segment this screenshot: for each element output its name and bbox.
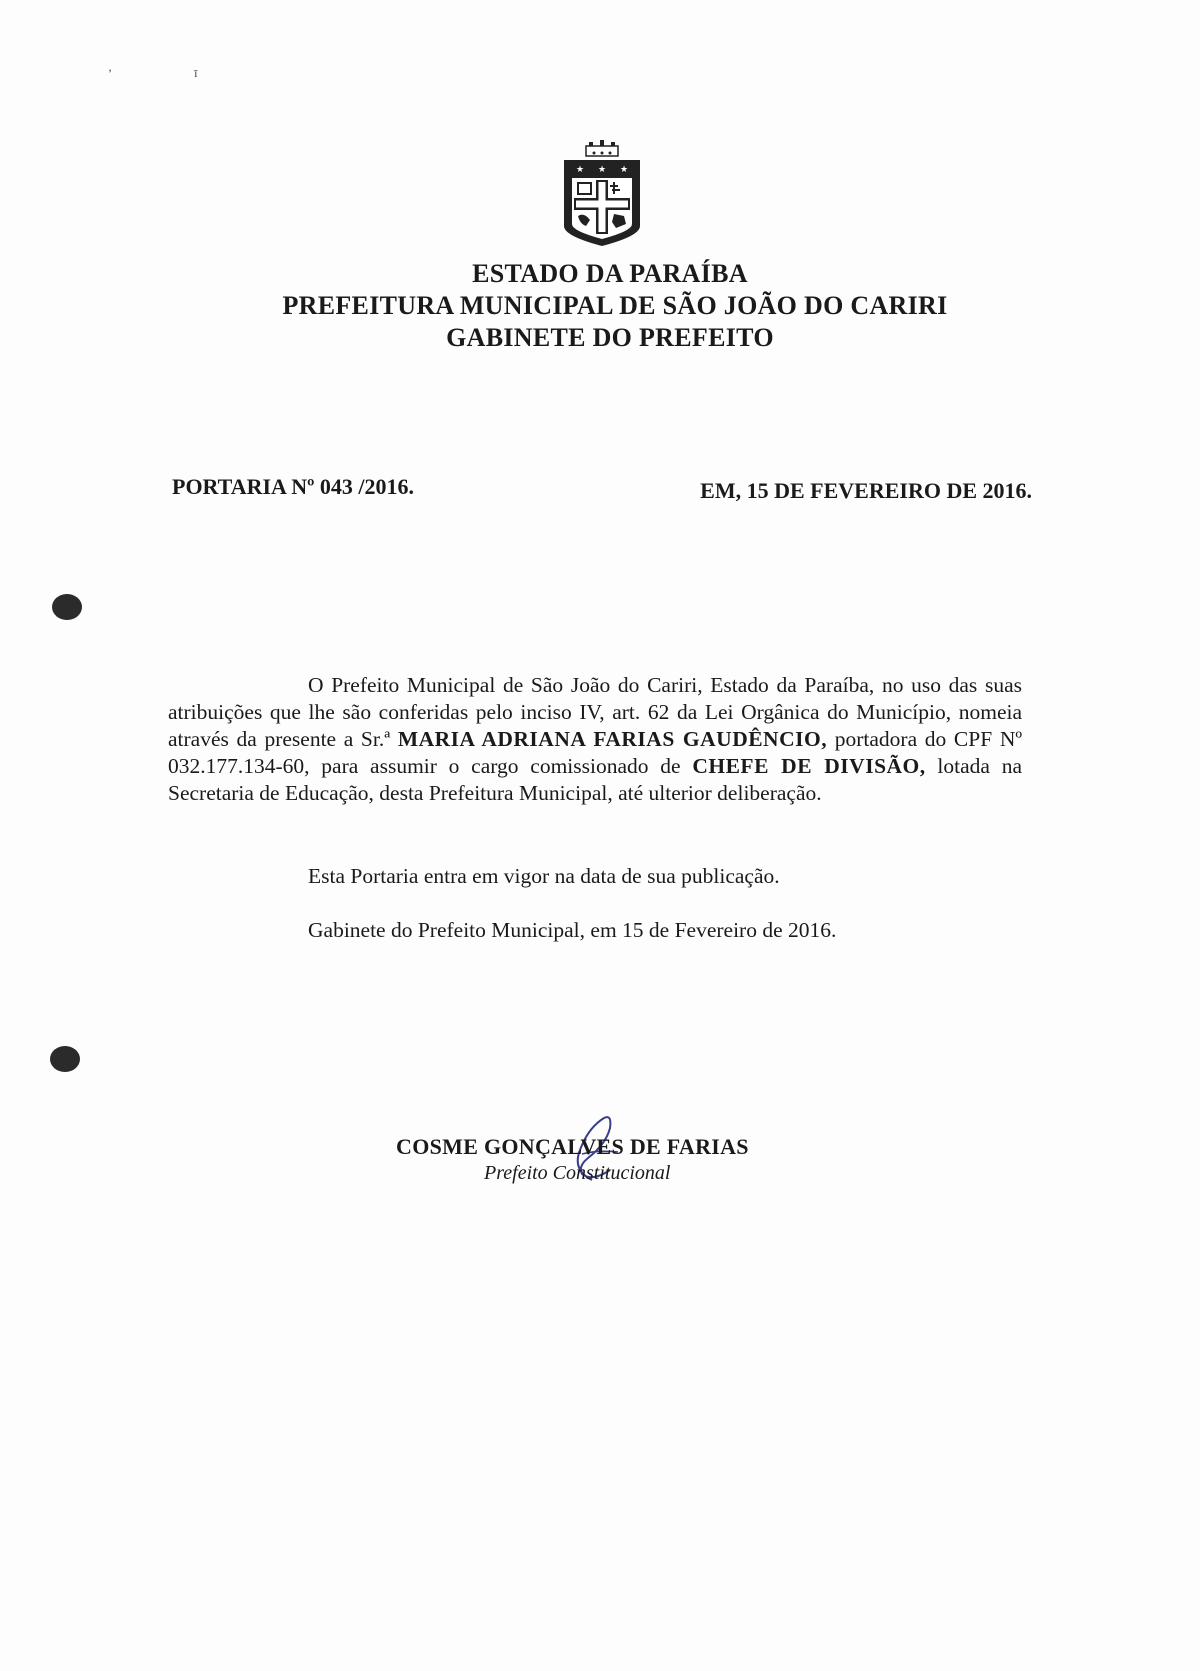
svg-text:★: ★ — [576, 165, 585, 175]
municipality-heading: PREFEITURA MUNICIPAL DE SÃO JOÃO DO CARIRI — [282, 291, 948, 320]
appointee-name: MARIA ADRIANA FARIAS GAUDÊNCIO, — [397, 727, 828, 751]
paragraph-text-c: lotada na Secretaria de Educação, desta Prefeitura Municipal, até ulterior deliberação. — [168, 754, 1022, 805]
place-and-date-clause: Gabinete do Prefeito Municipal, em 15 de Fevereiro de 2016. — [308, 918, 837, 942]
svg-text:★: ★ — [598, 165, 607, 175]
office-heading: GABINETE DO PREFEITO — [446, 323, 774, 352]
effective-clause: Esta Portaria entra em vigor na data de sua publicação. — [308, 864, 780, 888]
signature-block — [396, 1134, 796, 1185]
paragraph-text-b: portadora do CPF Nº 032.177.134-60, para assumir o cargo comissionado de — [168, 727, 1023, 778]
coat-of-arms-icon — [560, 138, 644, 250]
paragraph-text-a: O Prefeito Municipal de São João do Cariri, Estado da Paraíba, no uso das suas atribuições que lhe são conferidas pelo inciso IV, art. 62 da Lei Orgânica do Município, nomeia através da presente a Sr.ª — [168, 673, 1022, 751]
punch-hole-top — [52, 594, 82, 620]
svg-text:★: ★ — [620, 165, 629, 175]
portaria-number: PORTARIA Nº 043 /2016. — [172, 474, 414, 499]
signatory-title: Prefeito Constitucional — [484, 1162, 671, 1184]
issue-date: EM, 15 DE FEVEREIRO DE 2016. — [700, 478, 1032, 503]
appointment-paragraph — [168, 672, 1022, 807]
position-title: CHEFE DE DIVISÃO, — [692, 754, 926, 778]
signatory-name: COSME GONÇALVES DE FARIAS — [396, 1134, 749, 1159]
state-heading: ESTADO DA PARAÍBA — [472, 259, 748, 288]
scan-artifact-marks: ’ ī — [108, 66, 238, 80]
punch-hole-bottom — [50, 1046, 80, 1072]
letterhead — [0, 258, 1200, 354]
